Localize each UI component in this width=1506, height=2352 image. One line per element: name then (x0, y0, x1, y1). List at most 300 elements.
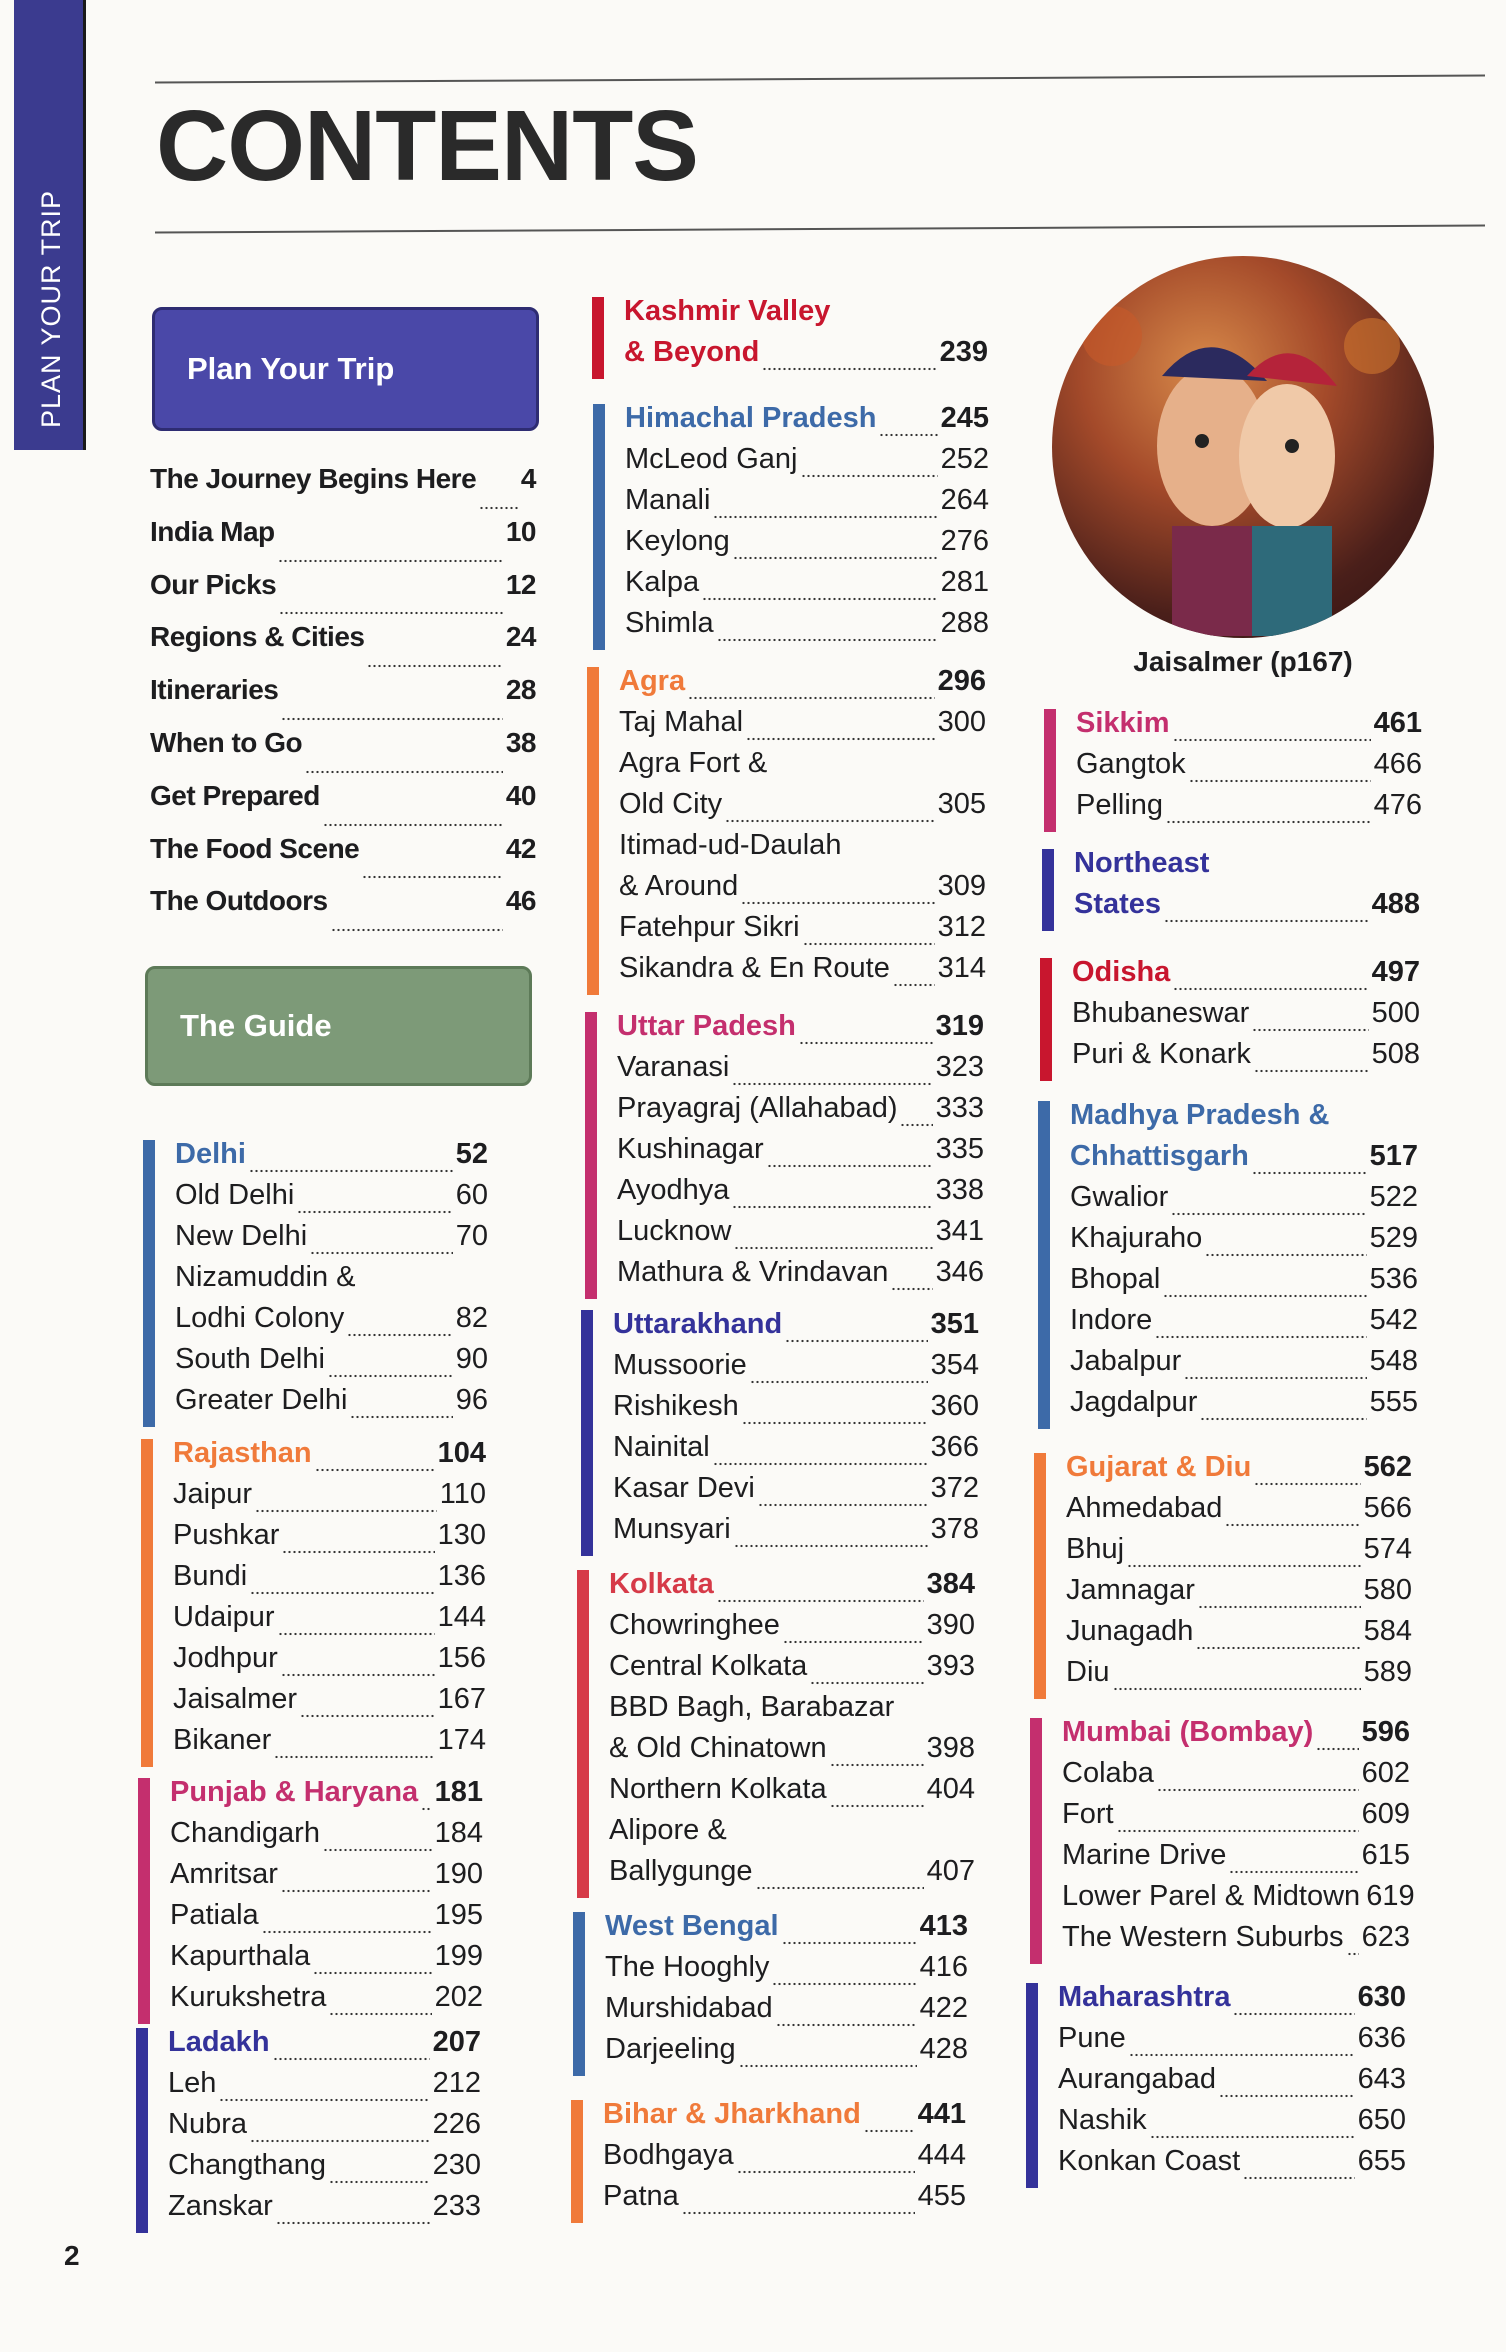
toc-entry-page: 233 (432, 2190, 481, 2222)
toc-entry (625, 609, 989, 650)
toc-entry-page: 508 (1371, 1038, 1420, 1070)
toc-entry-page: 136 (437, 1560, 486, 1592)
toc-entry-label: Agra (619, 665, 686, 697)
toc-entry (1072, 999, 1420, 1040)
leader-dots (756, 1886, 924, 1890)
toc-entry (625, 527, 989, 568)
leader-dots (315, 1468, 435, 1472)
guide-section (1038, 1101, 1418, 1429)
toc-entry-page: 555 (1369, 1386, 1418, 1418)
toc-entry-label: Madhya Pradesh & (1070, 1099, 1330, 1131)
side-tab-label: PLAN YOUR TRIP (35, 189, 66, 428)
toc-entry-label: Punjab & Haryana (170, 1776, 419, 1808)
toc-entry-label: Our Picks (150, 568, 277, 600)
toc-entry-label: Patna (603, 2180, 679, 2212)
leader-dots (329, 2180, 430, 2184)
toc-entry-label: Kurukshetra (170, 1981, 327, 2013)
leader-dots (278, 1632, 435, 1636)
section-color-bar (136, 2028, 148, 2233)
toc-entry-page: 314 (937, 952, 986, 984)
toc-entry (1066, 1658, 1412, 1699)
toc-entry-label: Jabalpur (1070, 1345, 1182, 1377)
toc-entry-page: 296 (937, 665, 986, 697)
toc-entry (150, 832, 536, 888)
leader-dots (688, 696, 935, 700)
region-heading (1062, 1718, 1410, 1759)
toc-entry-label: Agra Fort & (619, 747, 768, 779)
toc-entry-label: Munsyari (613, 1513, 731, 1545)
toc-entry-label: Ayodhya (617, 1174, 730, 1206)
leader-dots (732, 1205, 932, 1209)
section-color-bar (1034, 1453, 1046, 1699)
toc-entry-label: Aurangabad (1058, 2063, 1217, 2095)
toc-entry-page: 542 (1369, 1304, 1418, 1336)
leader-dots (1129, 2053, 1355, 2057)
toc-entry (609, 1734, 975, 1775)
toc-entry-page: 323 (935, 1051, 984, 1083)
toc-entry-label: Leh (168, 2067, 217, 2099)
guide-section (1042, 849, 1420, 931)
section-color-bar (592, 297, 604, 379)
toc-entry (625, 486, 989, 527)
toc-entry-page: 4 (520, 463, 536, 494)
toc-entry-page: 476 (1373, 789, 1422, 821)
toc-entry-label: Marine Drive (1062, 1839, 1227, 1871)
toc-entry-label: Delhi (175, 1138, 246, 1170)
toc-entry (150, 568, 536, 624)
toc-entry-page: 144 (437, 1601, 486, 1633)
leader-dots (1205, 1253, 1366, 1257)
leader-dots (717, 1599, 924, 1603)
toc-entry (170, 1942, 483, 1983)
region-heading (1072, 958, 1420, 999)
leader-dots (799, 1041, 933, 1045)
toc-entry-page: 110 (439, 1478, 486, 1510)
toc-entry-label: Fort (1062, 1798, 1114, 1830)
leader-dots (328, 1374, 453, 1378)
leader-dots (734, 1544, 928, 1548)
toc-entry-label: Ladakh (168, 2026, 270, 2058)
toc-entry-label: Northeast (1074, 847, 1210, 879)
toc-entry-label: Uttar Padesh (617, 1010, 796, 1042)
toc-entry-label: Jagdalpur (1070, 1386, 1198, 1418)
toc-entry-page: 335 (935, 1133, 984, 1165)
toc-entry-label: Gangtok (1076, 748, 1186, 780)
leader-dots (282, 1550, 434, 1554)
toc-entry (168, 2151, 481, 2192)
toc-entry-page: 360 (930, 1390, 979, 1422)
toc-entry (1058, 2065, 1406, 2106)
toc-entry-label: Udaipur (173, 1601, 275, 1633)
toc-entry-label: The Outdoors (150, 885, 328, 917)
toc-entry (1066, 1535, 1412, 1576)
toc-entry-label: Zanskar (168, 2190, 273, 2222)
leader-dots (785, 1339, 927, 1343)
toc-entry (1070, 1306, 1418, 1347)
leader-dots (737, 2170, 915, 2174)
toc-entry-page: 580 (1363, 1574, 1412, 1606)
toc-entry (173, 1644, 486, 1685)
leader-dots (734, 1246, 932, 1250)
region-heading (619, 667, 986, 708)
toc-entry (175, 1263, 488, 1304)
toc-entry-page: 444 (917, 2139, 966, 2171)
toc-entry (1062, 1880, 1415, 1923)
toc-entry-page: 378 (930, 1513, 979, 1545)
leader-dots (274, 1755, 434, 1759)
toc-entry-page: 636 (1357, 2022, 1406, 2054)
leader-dots (746, 737, 934, 741)
toc-entry-page: 566 (1363, 1492, 1412, 1524)
toc-entry (1072, 1040, 1420, 1081)
guide-section (593, 404, 989, 650)
toc-entry-label: Mathura & Vrindavan (617, 1256, 889, 1288)
leader-dots (250, 1591, 434, 1595)
toc-entry-page: 372 (930, 1472, 979, 1504)
toc-entry-label: States (1074, 888, 1162, 920)
leader-dots (772, 1982, 916, 1986)
toc-entry-label: Greater Delhi (175, 1384, 348, 1416)
toc-entry-page: 12 (505, 568, 536, 600)
region-heading (168, 2028, 481, 2069)
toc-entry-label: West Bengal (605, 1910, 779, 1942)
toc-entry-label: Fatehpur Sikri (619, 911, 800, 943)
toc-entry (168, 2192, 481, 2233)
leader-dots (310, 1251, 453, 1255)
toc-entry-label: Mumbai (Bombay) (1062, 1716, 1314, 1748)
toc-entry-label: Central Kolkata (609, 1650, 808, 1682)
toc-entry-label: Kashmir Valley (624, 295, 831, 327)
toc-entry (613, 1433, 979, 1474)
toc-entry-page: 82 (455, 1302, 488, 1334)
toc-entry-label: Itineraries (150, 674, 279, 706)
leader-dots (1173, 738, 1371, 742)
toc-entry-page: 609 (1361, 1798, 1410, 1830)
region-heading (170, 1778, 483, 1819)
leader-dots (830, 1763, 924, 1767)
toc-entry-label: Indore (1070, 1304, 1153, 1336)
leader-dots (750, 1380, 928, 1384)
toc-entry-page: 500 (1371, 997, 1420, 1029)
leader-dots (1189, 779, 1371, 783)
toc-entry-page: 42 (505, 832, 536, 864)
toc-entry-page: 38 (505, 726, 536, 758)
toc-entry-label: Changthang (168, 2149, 327, 2181)
leader-dots (1113, 1687, 1361, 1691)
toc-entry-page: 517 (1369, 1140, 1418, 1172)
toc-entry-label: Darjeeling (605, 2033, 736, 2065)
toc-entry-page: 341 (935, 1215, 984, 1247)
toc-entry-page: 300 (937, 706, 986, 738)
toc-entry (617, 1217, 984, 1258)
leader-dots (900, 1123, 932, 1127)
section-color-bar (571, 2100, 583, 2223)
toc-entry-label: Lodhi Colony (175, 1302, 345, 1334)
toc-entry-label: Rishikesh (613, 1390, 739, 1422)
toc-entry-label: Keylong (625, 525, 730, 557)
leader-dots (273, 2057, 430, 2061)
toc-entry (150, 779, 536, 835)
toc-entry-label: Bhubaneswar (1072, 997, 1250, 1029)
toc-entry (619, 913, 986, 954)
toc-entry-label: Gwalior (1070, 1181, 1169, 1213)
toc-entry (173, 1562, 486, 1603)
toc-entry-label: Odisha (1072, 956, 1171, 988)
toc-entry-page: 407 (926, 1855, 975, 1887)
toc-entry (609, 1816, 975, 1857)
guide-section (1026, 1983, 1406, 2188)
toc-entry-page: 643 (1357, 2063, 1406, 2095)
leader-dots (1163, 1294, 1366, 1298)
toc-entry-page: 390 (926, 1609, 975, 1641)
toc-entry-label: Shimla (625, 607, 714, 639)
toc-entry-label: Puri & Konark (1072, 1038, 1251, 1070)
section-color-bar (1038, 1101, 1050, 1429)
toc-entry-label: India Map (150, 515, 275, 547)
toc-entry-page: 305 (937, 788, 986, 820)
toc-entry (1062, 1841, 1410, 1882)
toc-entry-label: Jaipur (173, 1478, 252, 1510)
toc-entry-page: 548 (1369, 1345, 1418, 1377)
photo-caption: Jaisalmer (p167) (1133, 646, 1353, 677)
toc-entry-page: 366 (930, 1431, 979, 1463)
toc-entry-label: Taj Mahal (619, 706, 744, 738)
toc-entry (617, 1176, 984, 1217)
toc-entry-page: 398 (926, 1732, 975, 1764)
leader-dots (1171, 1212, 1366, 1216)
toc-entry-label: Prayagraj (Allahabad) (617, 1092, 898, 1124)
guide-section (143, 1140, 488, 1427)
toc-entry-label: Lower Parel & Midtown (1062, 1880, 1361, 1912)
leader-dots (879, 433, 937, 437)
leader-dots (1254, 1069, 1369, 1073)
guide-section (577, 1570, 975, 1898)
toc-entry (619, 831, 986, 872)
toc-entry-page: 589 (1363, 1656, 1412, 1688)
toc-entry-page: 276 (940, 525, 989, 557)
toc-entry-page: 413 (919, 1910, 968, 1942)
toc-entry-page: 384 (926, 1568, 975, 1600)
toc-entry-page: 174 (437, 1724, 486, 1756)
toc-entry-page: 40 (505, 779, 536, 811)
jaisalmer-photo (1052, 256, 1434, 638)
toc-entry-page: 281 (940, 566, 989, 598)
toc-entry-label: Sikkim (1076, 707, 1170, 739)
page-number: 2 (64, 2240, 80, 2271)
leader-dots (864, 2129, 915, 2133)
leader-dots (762, 367, 936, 371)
toc-entry (625, 445, 989, 486)
toc-entry-label: Bhuj (1066, 1533, 1125, 1565)
region-heading (624, 338, 988, 379)
toc-entry-label: Old City (619, 788, 723, 820)
toc-entry (1062, 1759, 1410, 1800)
leader-dots (1316, 1747, 1358, 1751)
toc-entry-page: 167 (437, 1683, 486, 1715)
leader-dots (281, 1673, 435, 1677)
leader-dots (323, 823, 503, 827)
title-rule-bottom (155, 225, 1485, 234)
guide-section (136, 2028, 481, 2233)
leader-dots (801, 474, 938, 478)
toc-entry (609, 1857, 975, 1898)
toc-entry-label: Bihar & Jharkhand (603, 2098, 861, 2130)
toc-entry (150, 726, 536, 782)
leader-dots (1252, 1171, 1367, 1175)
leader-dots (803, 942, 935, 946)
toc-entry (609, 1611, 975, 1652)
guide-section (1040, 958, 1420, 1081)
toc-entry-page: 602 (1361, 1757, 1410, 1789)
toc-entry-page: 655 (1357, 2145, 1406, 2177)
toc-entry-page: 623 (1361, 1921, 1410, 1953)
toc-entry-label: Kalpa (625, 566, 700, 598)
toc-entry-page: 195 (434, 1899, 483, 1931)
leader-dots (767, 1164, 933, 1168)
guide-section (138, 1778, 483, 2024)
leader-dots (250, 2139, 430, 2143)
the-guide-heading: The Guide (145, 966, 532, 1086)
toc-entry-label: Regions & Cities (150, 621, 365, 653)
toc-entry (1070, 1265, 1418, 1306)
toc-entry-page: 104 (437, 1437, 486, 1469)
toc-entry-label: Amritsar (170, 1858, 278, 1890)
toc-entry-page: 619 (1366, 1880, 1415, 1912)
toc-entry (168, 2069, 481, 2110)
leader-dots (1166, 820, 1371, 824)
toc-entry (617, 1258, 984, 1299)
toc-entry-label: McLeod Ganj (625, 443, 798, 475)
leader-dots (255, 1509, 437, 1513)
toc-entry-page: 184 (434, 1817, 483, 1849)
leader-dots (741, 901, 934, 905)
region-heading (617, 1012, 984, 1053)
section-color-bar (1030, 1718, 1042, 1964)
region-heading (609, 1570, 975, 1611)
leader-dots (891, 1287, 932, 1291)
leader-dots (219, 2098, 429, 2102)
toc-entry-label: Jodhpur (173, 1642, 278, 1674)
toc-entry (609, 1693, 975, 1734)
toc-entry-page: 497 (1371, 956, 1420, 988)
toc-entry (150, 465, 536, 518)
toc-entry-label: & Beyond (624, 336, 760, 368)
toc-entry-page: 630 (1357, 1981, 1406, 2013)
toc-entry-page: 309 (937, 870, 986, 902)
toc-entry (168, 2110, 481, 2151)
toc-entry-page: 455 (917, 2180, 966, 2212)
toc-entry-page: 441 (917, 2098, 966, 2130)
toc-entry-page: 562 (1363, 1451, 1412, 1483)
toc-entry-page: 333 (935, 1092, 984, 1124)
toc-entry (603, 2182, 966, 2223)
leader-dots (893, 983, 935, 987)
toc-entry-label: Bikaner (173, 1724, 272, 1756)
leader-dots (1157, 1788, 1359, 1792)
leader-dots (281, 717, 502, 721)
toc-entry (1076, 750, 1422, 791)
toc-entry (150, 676, 536, 729)
section-color-bar (585, 1012, 597, 1299)
toc-entry (1070, 1224, 1418, 1265)
leader-dots (313, 1971, 431, 1975)
leader-dots (297, 1210, 452, 1214)
leader-dots (783, 1640, 924, 1644)
leader-dots (810, 1681, 923, 1685)
toc-entry-page: 536 (1369, 1263, 1418, 1295)
toc-entry-label: Pelling (1076, 789, 1164, 821)
toc-entry-page: 404 (926, 1773, 975, 1805)
toc-entry-label: Chowringhee (609, 1609, 780, 1641)
toc-entry-label: Varanasi (617, 1051, 730, 1083)
toc-entry-page: 230 (432, 2149, 481, 2181)
toc-entry-page: 28 (505, 674, 536, 706)
toc-entry-label: Gujarat & Diu (1066, 1451, 1252, 1483)
toc-entry-label: Konkan Coast (1058, 2145, 1241, 2177)
toc-entry-page: 156 (437, 1642, 486, 1674)
toc-entry (1066, 1617, 1412, 1658)
toc-entry-page: 354 (930, 1349, 979, 1381)
leader-dots (733, 556, 938, 560)
toc-entry (1058, 2106, 1406, 2147)
toc-entry-page: 461 (1373, 707, 1422, 739)
toc-entry (1066, 1494, 1412, 1535)
toc-entry-label: Himachal Pradesh (625, 402, 877, 434)
region-heading (603, 2100, 966, 2141)
toc-entry-label: Junagadh (1066, 1615, 1194, 1647)
toc-entry-label: Nainital (613, 1431, 710, 1463)
toc-entry (613, 1351, 979, 1392)
section-color-bar (1044, 709, 1056, 832)
toc-entry (613, 1515, 979, 1556)
leader-dots (1155, 1335, 1366, 1339)
leader-dots (479, 506, 518, 510)
toc-entry-label: Rajasthan (173, 1437, 312, 1469)
region-heading (1070, 1101, 1418, 1142)
leader-dots (279, 611, 503, 615)
region-heading (173, 1439, 486, 1480)
toc-entry-label: Sikandra & En Route (619, 952, 890, 984)
toc-entry (175, 1181, 488, 1222)
toc-entry (170, 1901, 483, 1942)
guide-section (1044, 709, 1422, 832)
section-color-bar (581, 1310, 593, 1556)
section-color-bar (138, 1778, 150, 2024)
toc-entry (619, 708, 986, 749)
toc-entry-label: Lucknow (617, 1215, 732, 1247)
toc-entry (175, 1386, 488, 1427)
toc-entry (617, 1094, 984, 1135)
toc-entry-page: 202 (434, 1981, 483, 2013)
leader-dots (281, 1889, 432, 1893)
toc-entry-label: Get Prepared (150, 779, 320, 811)
leader-dots (782, 1941, 917, 1945)
toc-entry-page: 130 (437, 1519, 486, 1551)
leader-dots (713, 1462, 928, 1466)
toc-entry-page: 239 (939, 336, 988, 368)
guide-section (581, 1310, 979, 1556)
toc-entry (170, 1983, 483, 2024)
toc-entry-page: 90 (455, 1343, 488, 1375)
leader-dots (732, 1082, 932, 1086)
region-heading (625, 404, 989, 445)
leader-dots (1243, 2176, 1354, 2180)
toc-entry-label: BBD Bagh, Barabazar (609, 1691, 895, 1723)
leader-dots (1127, 1564, 1361, 1568)
toc-entry-page: 428 (919, 2033, 968, 2065)
toc-entry-page: 488 (1371, 888, 1420, 920)
leader-dots (830, 1804, 924, 1808)
